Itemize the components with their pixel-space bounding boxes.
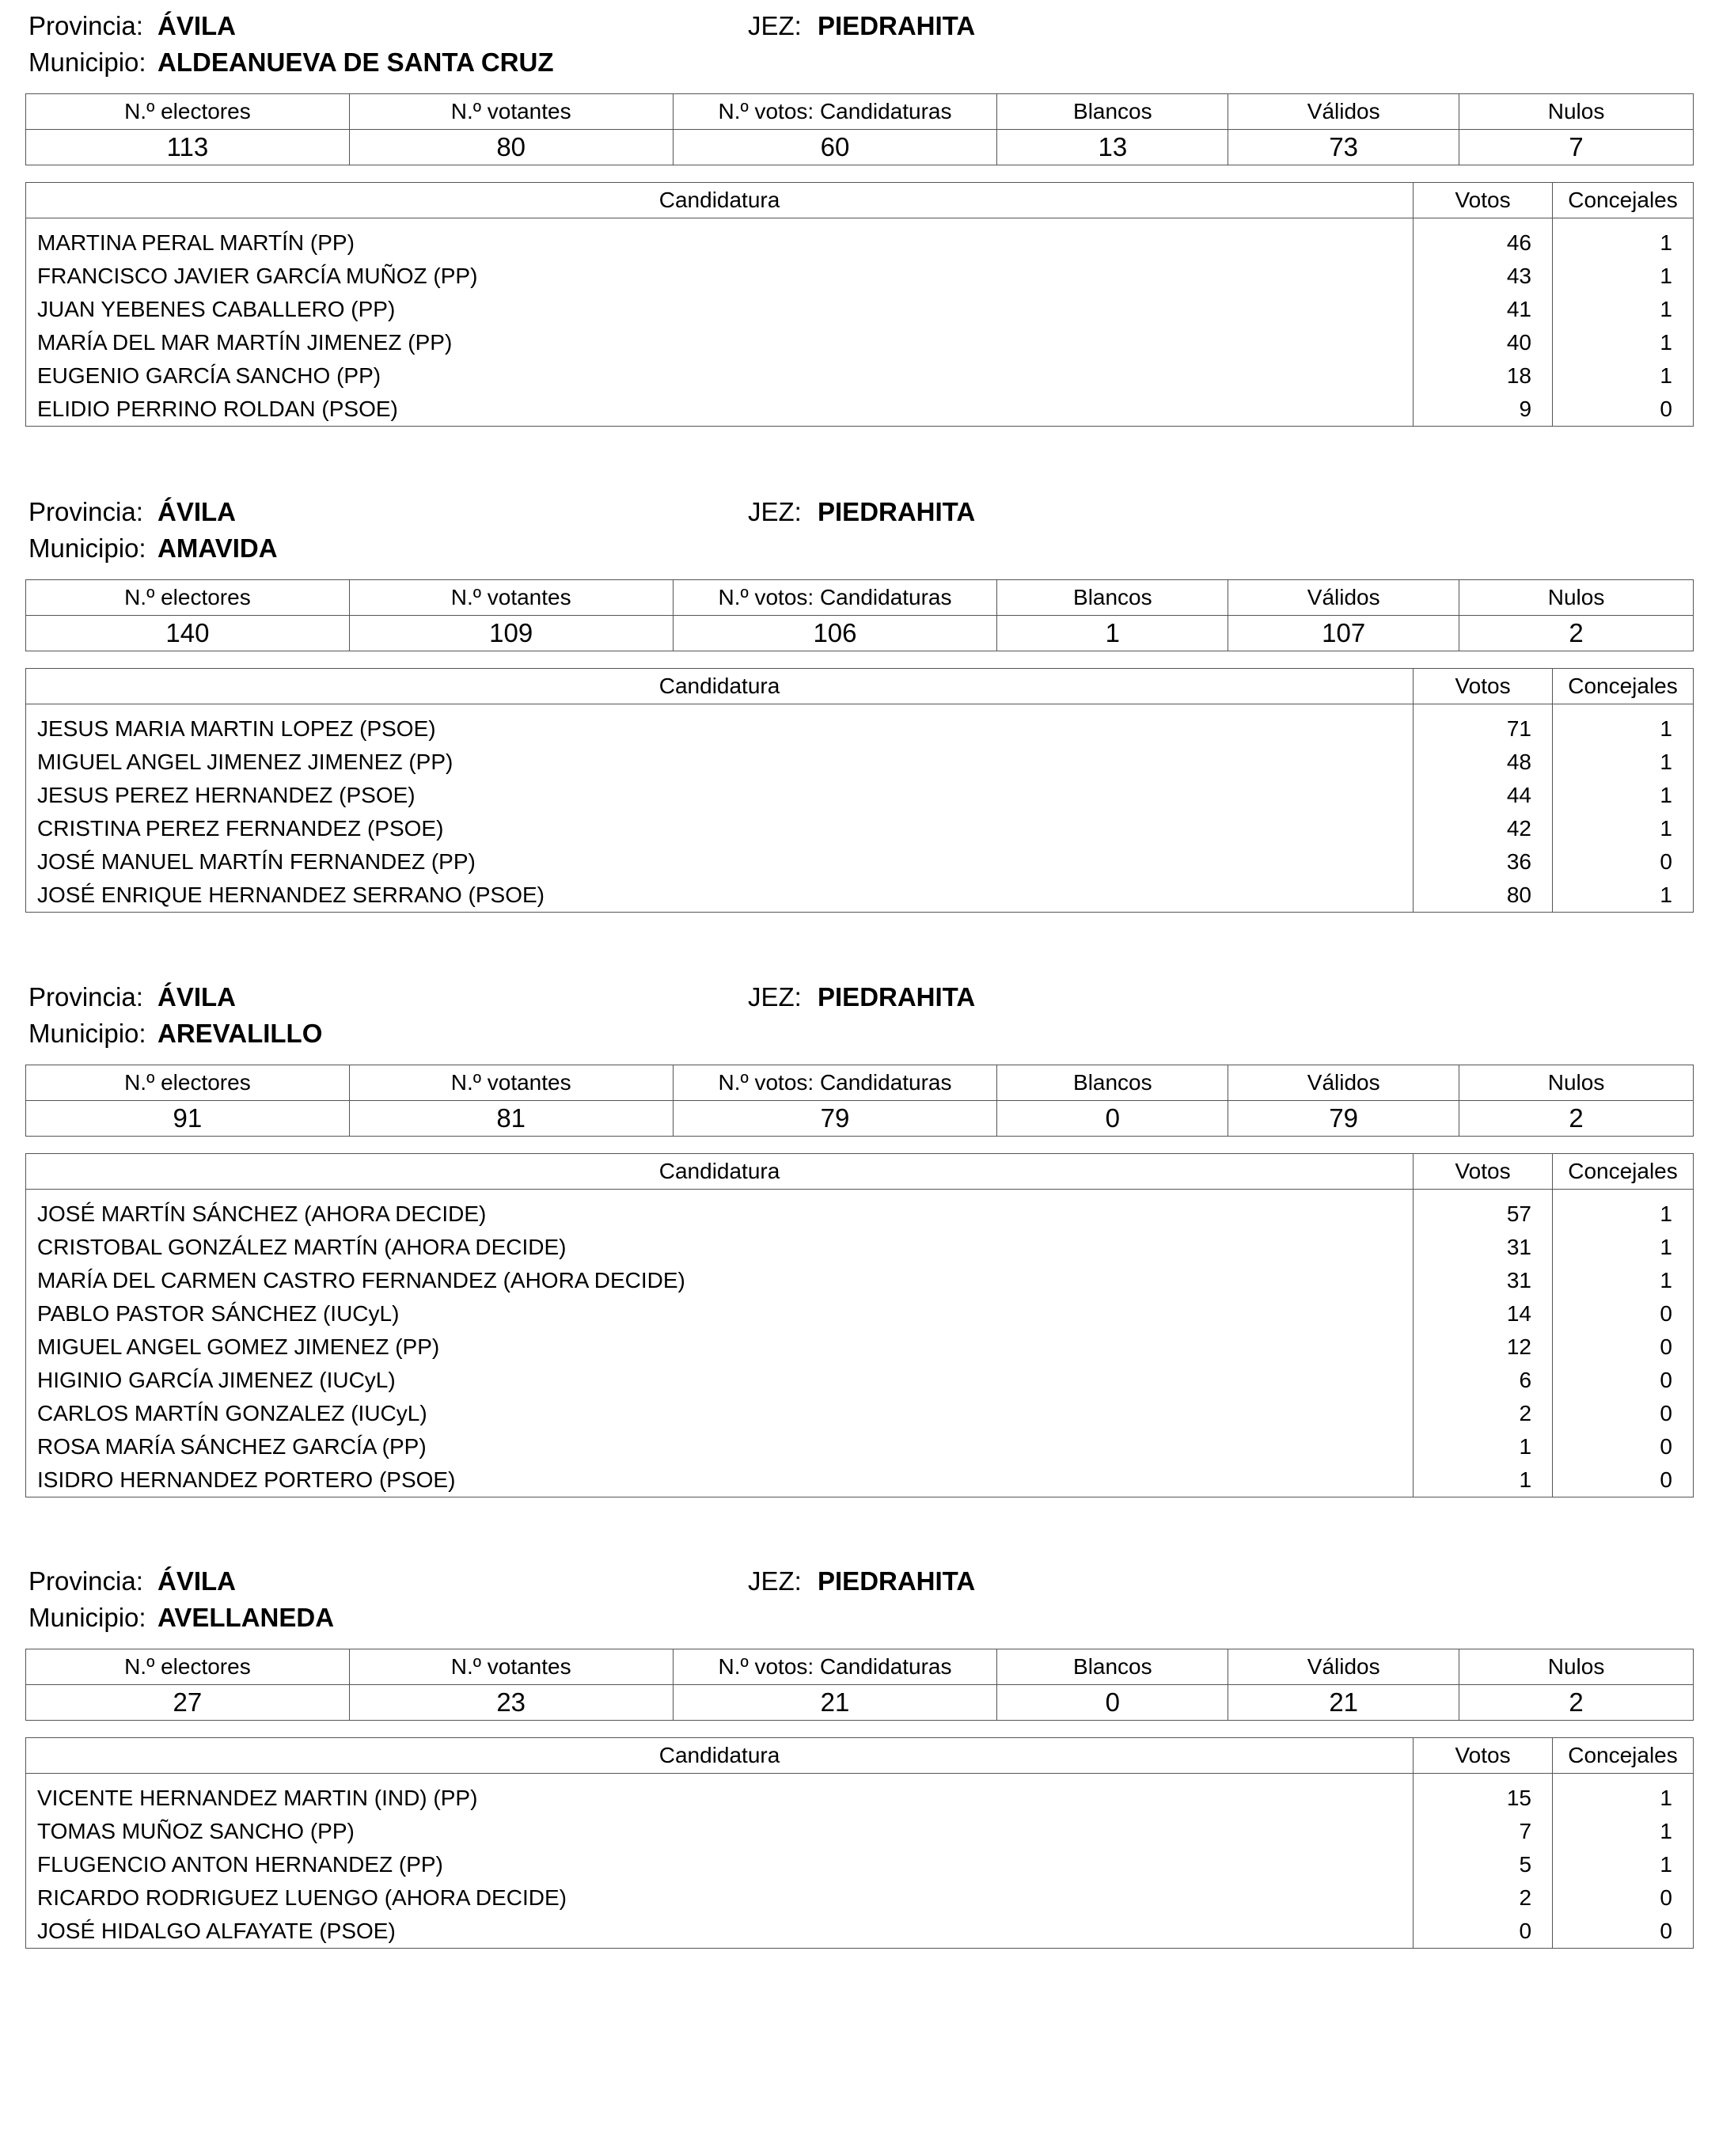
- stats-value-blancos: 1: [997, 616, 1228, 651]
- candidate-votos: 15: [1414, 1774, 1553, 1816]
- stats-value-votantes: 81: [349, 1101, 673, 1137]
- jez-value: PIEDRAHITA: [818, 1566, 976, 1596]
- stats-header-votantes: N.º votantes: [349, 94, 673, 130]
- candidates-table: [25, 1737, 1694, 1949]
- block-header: [25, 1566, 1694, 1639]
- stats-header-blancos: Blancos: [997, 1649, 1228, 1685]
- candidatura-header: Candidatura: [26, 669, 1414, 704]
- candidate-name: CRISTOBAL GONZÁLEZ MARTÍN (AHORA DECIDE): [26, 1231, 1414, 1264]
- stats-value-blancos: 13: [997, 130, 1228, 165]
- candidate-row: [26, 879, 1694, 913]
- candidate-votos: 31: [1414, 1231, 1553, 1264]
- candidate-name: JESUS MARIA MARTIN LOPEZ (PSOE): [26, 704, 1414, 746]
- candidate-name: CARLOS MARTÍN GONZALEZ (IUCyL): [26, 1397, 1414, 1430]
- candidate-name: FRANCISCO JAVIER GARCÍA MUÑOZ (PP): [26, 260, 1414, 293]
- candidate-name: JOSÉ MANUEL MARTÍN FERNANDEZ (PP): [26, 845, 1414, 879]
- candidate-concejales: 0: [1553, 1915, 1694, 1949]
- candidate-concejales: 0: [1553, 1364, 1694, 1397]
- candidate-row: [26, 845, 1694, 879]
- candidate-row: [26, 1848, 1694, 1881]
- candidate-concejales: 1: [1553, 779, 1694, 812]
- candidates-table: [25, 1153, 1694, 1497]
- block-header: [25, 982, 1694, 1055]
- stats-value-nulos: 2: [1459, 1685, 1694, 1721]
- candidate-row: [26, 1815, 1694, 1848]
- stats-values-row: [26, 616, 1694, 651]
- jez-label: JEZ:: [748, 11, 802, 40]
- votos-header: Votos: [1414, 1738, 1553, 1774]
- stats-value-electores: 27: [26, 1685, 350, 1721]
- block-header: [25, 497, 1694, 570]
- candidate-concejales: 0: [1553, 1430, 1694, 1463]
- candidate-concejales: 1: [1553, 1190, 1694, 1232]
- stats-header-votos_cand: N.º votos: Candidaturas: [673, 1065, 997, 1101]
- candidate-row: [26, 393, 1694, 427]
- provincia-value: ÁVILA: [157, 1566, 236, 1596]
- stats-header-votantes: N.º votantes: [349, 1065, 673, 1101]
- candidate-votos: 7: [1414, 1815, 1553, 1848]
- stats-value-votantes: 80: [349, 130, 673, 165]
- candidate-concejales: 1: [1553, 812, 1694, 845]
- candidate-votos: 40: [1414, 326, 1553, 359]
- stats-value-electores: 140: [26, 616, 350, 651]
- candidate-concejales: 1: [1553, 704, 1694, 746]
- stats-header-nulos: Nulos: [1459, 1649, 1694, 1685]
- stats-header-validos: Válidos: [1228, 1065, 1459, 1101]
- candidate-votos: 6: [1414, 1364, 1553, 1397]
- votos-header: Votos: [1414, 669, 1553, 704]
- municipio-value: AMAVIDA: [157, 533, 278, 563]
- candidate-row: [26, 326, 1694, 359]
- candidate-name: HIGINIO GARCÍA JIMENEZ (IUCyL): [26, 1364, 1414, 1397]
- municipio-label: Municipio:: [28, 533, 146, 563]
- candidate-row: [26, 1231, 1694, 1264]
- candidate-row: [26, 1330, 1694, 1364]
- stats-header-row: [26, 1065, 1694, 1101]
- stats-header-electores: N.º electores: [26, 1649, 350, 1685]
- candidate-votos: 36: [1414, 845, 1553, 879]
- provincia-label: Provincia:: [28, 497, 143, 526]
- candidate-name: ROSA MARÍA SÁNCHEZ GARCÍA (PP): [26, 1430, 1414, 1463]
- stats-table: [25, 93, 1694, 165]
- stats-header-blancos: Blancos: [997, 580, 1228, 616]
- candidate-votos: 71: [1414, 704, 1553, 746]
- candidate-row: [26, 359, 1694, 393]
- municipio-label: Municipio:: [28, 47, 146, 77]
- stats-header-votos_cand: N.º votos: Candidaturas: [673, 94, 997, 130]
- candidate-concejales: 1: [1553, 326, 1694, 359]
- stats-header-electores: N.º electores: [26, 580, 350, 616]
- candidate-votos: 57: [1414, 1190, 1553, 1232]
- stats-header-validos: Válidos: [1228, 580, 1459, 616]
- concejales-header: Concejales: [1553, 1154, 1694, 1190]
- candidate-votos: 41: [1414, 293, 1553, 326]
- candidate-row: [26, 1463, 1694, 1497]
- provincia-value: ÁVILA: [157, 982, 236, 1012]
- candidate-concejales: 1: [1553, 1815, 1694, 1848]
- candidates-table: [25, 182, 1694, 427]
- stats-value-votos_cand: 106: [673, 616, 997, 651]
- candidates-header-row: [26, 1154, 1694, 1190]
- stats-table: [25, 579, 1694, 651]
- jez-label: JEZ:: [748, 497, 802, 526]
- candidate-votos: 44: [1414, 779, 1553, 812]
- candidate-name: TOMAS MUÑOZ SANCHO (PP): [26, 1815, 1414, 1848]
- candidate-name: MARTINA PERAL MARTÍN (PP): [26, 218, 1414, 260]
- candidate-concejales: 0: [1553, 845, 1694, 879]
- candidate-row: [26, 812, 1694, 845]
- stats-table: [25, 1065, 1694, 1137]
- candidate-name: VICENTE HERNANDEZ MARTIN (IND) (PP): [26, 1774, 1414, 1816]
- municipio-value: AREVALILLO: [157, 1019, 323, 1048]
- provincia-label: Provincia:: [28, 11, 143, 40]
- stats-value-electores: 91: [26, 1101, 350, 1137]
- candidate-concejales: 0: [1553, 1330, 1694, 1364]
- stats-value-validos: 107: [1228, 616, 1459, 651]
- jez-value: PIEDRAHITA: [818, 11, 976, 40]
- candidate-votos: 2: [1414, 1397, 1553, 1430]
- candidate-votos: 42: [1414, 812, 1553, 845]
- candidatura-header: Candidatura: [26, 1738, 1414, 1774]
- stats-table: [25, 1649, 1694, 1721]
- stats-value-votantes: 23: [349, 1685, 673, 1721]
- stats-value-blancos: 0: [997, 1101, 1228, 1137]
- stats-value-votos_cand: 21: [673, 1685, 997, 1721]
- candidate-votos: 80: [1414, 879, 1553, 913]
- candidate-row: [26, 1297, 1694, 1330]
- candidate-row: [26, 218, 1694, 260]
- stats-value-nulos: 2: [1459, 616, 1694, 651]
- candidate-votos: 14: [1414, 1297, 1553, 1330]
- candidate-votos: 46: [1414, 218, 1553, 260]
- stats-header-electores: N.º electores: [26, 1065, 350, 1101]
- candidate-concejales: 0: [1553, 1463, 1694, 1497]
- stats-header-votos_cand: N.º votos: Candidaturas: [673, 580, 997, 616]
- candidate-votos: 2: [1414, 1881, 1553, 1915]
- stats-value-nulos: 7: [1459, 130, 1694, 165]
- candidate-name: JOSÉ MARTÍN SÁNCHEZ (AHORA DECIDE): [26, 1190, 1414, 1232]
- candidate-row: [26, 1774, 1694, 1816]
- votos-header: Votos: [1414, 183, 1553, 218]
- candidate-concejales: 1: [1553, 1264, 1694, 1297]
- concejales-header: Concejales: [1553, 669, 1694, 704]
- jez-value: PIEDRAHITA: [818, 982, 976, 1012]
- stats-header-electores: N.º electores: [26, 94, 350, 130]
- candidate-votos: 18: [1414, 359, 1553, 393]
- provincia-label: Provincia:: [28, 1566, 143, 1596]
- candidate-concejales: 0: [1553, 1297, 1694, 1330]
- candidate-concejales: 1: [1553, 1848, 1694, 1881]
- candidate-votos: 0: [1414, 1915, 1553, 1949]
- candidate-row: [26, 704, 1694, 746]
- stats-value-votantes: 109: [349, 616, 673, 651]
- candidate-votos: 1: [1414, 1463, 1553, 1497]
- candidate-concejales: 1: [1553, 1774, 1694, 1816]
- candidate-row: [26, 1190, 1694, 1232]
- municipality-block: [25, 982, 1694, 1492]
- candidate-name: EUGENIO GARCÍA SANCHO (PP): [26, 359, 1414, 393]
- stats-header-blancos: Blancos: [997, 94, 1228, 130]
- candidate-name: FLUGENCIO ANTON HERNANDEZ (PP): [26, 1848, 1414, 1881]
- candidates-header-row: [26, 1738, 1694, 1774]
- candidate-concejales: 1: [1553, 1231, 1694, 1264]
- candidate-concejales: 0: [1553, 393, 1694, 427]
- stats-header-row: [26, 580, 1694, 616]
- stats-value-validos: 21: [1228, 1685, 1459, 1721]
- candidate-concejales: 1: [1553, 260, 1694, 293]
- candidatura-header: Candidatura: [26, 183, 1414, 218]
- candidate-row: [26, 746, 1694, 779]
- provincia-value: ÁVILA: [157, 497, 236, 526]
- municipio-value: AVELLANEDA: [157, 1603, 335, 1632]
- stats-header-votantes: N.º votantes: [349, 1649, 673, 1685]
- candidate-name: ISIDRO HERNANDEZ PORTERO (PSOE): [26, 1463, 1414, 1497]
- candidatura-header: Candidatura: [26, 1154, 1414, 1190]
- municipio-label: Municipio:: [28, 1603, 146, 1632]
- stats-value-validos: 79: [1228, 1101, 1459, 1137]
- candidate-row: [26, 1397, 1694, 1430]
- candidate-row: [26, 260, 1694, 293]
- stats-values-row: [26, 1101, 1694, 1137]
- stats-value-electores: 113: [26, 130, 350, 165]
- candidate-name: MIGUEL ANGEL GOMEZ JIMENEZ (PP): [26, 1330, 1414, 1364]
- stats-header-nulos: Nulos: [1459, 580, 1694, 616]
- stats-value-validos: 73: [1228, 130, 1459, 165]
- municipality-block: [25, 497, 1694, 907]
- concejales-header: Concejales: [1553, 1738, 1694, 1774]
- candidate-name: JUAN YEBENES CABALLERO (PP): [26, 293, 1414, 326]
- stats-value-nulos: 2: [1459, 1101, 1694, 1137]
- candidate-name: CRISTINA PEREZ FERNANDEZ (PSOE): [26, 812, 1414, 845]
- stats-values-row: [26, 130, 1694, 165]
- candidates-table: [25, 668, 1694, 913]
- stats-value-blancos: 0: [997, 1685, 1228, 1721]
- jez-value: PIEDRAHITA: [818, 497, 976, 526]
- stats-header-votos_cand: N.º votos: Candidaturas: [673, 1649, 997, 1685]
- municipio-value: ALDEANUEVA DE SANTA CRUZ: [157, 47, 554, 77]
- candidate-votos: 1: [1414, 1430, 1553, 1463]
- candidate-concejales: 1: [1553, 879, 1694, 913]
- stats-header-blancos: Blancos: [997, 1065, 1228, 1101]
- candidate-concejales: 1: [1553, 218, 1694, 260]
- candidate-row: [26, 293, 1694, 326]
- block-header: [25, 11, 1694, 84]
- stats-value-votos_cand: 60: [673, 130, 997, 165]
- candidate-name: PABLO PASTOR SÁNCHEZ (IUCyL): [26, 1297, 1414, 1330]
- candidates-header-row: [26, 669, 1694, 704]
- candidate-votos: 48: [1414, 746, 1553, 779]
- stats-header-row: [26, 1649, 1694, 1685]
- candidate-votos: 12: [1414, 1330, 1553, 1364]
- candidate-concejales: 0: [1553, 1397, 1694, 1430]
- municipality-block: [25, 1566, 1694, 1943]
- candidate-votos: 31: [1414, 1264, 1553, 1297]
- candidate-votos: 9: [1414, 393, 1553, 427]
- candidate-row: [26, 1264, 1694, 1297]
- candidate-votos: 5: [1414, 1848, 1553, 1881]
- jez-label: JEZ:: [748, 982, 802, 1012]
- municipio-label: Municipio:: [28, 1019, 146, 1048]
- candidate-row: [26, 779, 1694, 812]
- candidate-concejales: 0: [1553, 1881, 1694, 1915]
- candidates-header-row: [26, 183, 1694, 218]
- candidate-name: JESUS PEREZ HERNANDEZ (PSOE): [26, 779, 1414, 812]
- candidate-name: ELIDIO PERRINO ROLDAN (PSOE): [26, 393, 1414, 427]
- stats-header-votantes: N.º votantes: [349, 580, 673, 616]
- jez-label: JEZ:: [748, 1566, 802, 1596]
- candidate-name: MARÍA DEL CARMEN CASTRO FERNANDEZ (AHORA DECIDE): [26, 1264, 1414, 1297]
- candidate-votos: 43: [1414, 260, 1553, 293]
- candidate-name: MARÍA DEL MAR MARTÍN JIMENEZ (PP): [26, 326, 1414, 359]
- provincia-label: Provincia:: [28, 982, 143, 1012]
- candidate-name: JOSÉ ENRIQUE HERNANDEZ SERRANO (PSOE): [26, 879, 1414, 913]
- stats-header-nulos: Nulos: [1459, 94, 1694, 130]
- concejales-header: Concejales: [1553, 183, 1694, 218]
- candidate-name: JOSÉ HIDALGO ALFAYATE (PSOE): [26, 1915, 1414, 1949]
- municipality-block: [25, 11, 1694, 421]
- candidate-row: [26, 1881, 1694, 1915]
- votos-header: Votos: [1414, 1154, 1553, 1190]
- stats-values-row: [26, 1685, 1694, 1721]
- candidate-concejales: 1: [1553, 293, 1694, 326]
- stats-header-nulos: Nulos: [1459, 1065, 1694, 1101]
- candidate-name: MIGUEL ANGEL JIMENEZ JIMENEZ (PP): [26, 746, 1414, 779]
- provincia-value: ÁVILA: [157, 11, 236, 40]
- stats-header-validos: Válidos: [1228, 1649, 1459, 1685]
- candidate-row: [26, 1915, 1694, 1949]
- candidate-name: RICARDO RODRIGUEZ LUENGO (AHORA DECIDE): [26, 1881, 1414, 1915]
- stats-header-validos: Válidos: [1228, 94, 1459, 130]
- stats-value-votos_cand: 79: [673, 1101, 997, 1137]
- candidate-row: [26, 1430, 1694, 1463]
- candidate-concejales: 1: [1553, 746, 1694, 779]
- candidate-row: [26, 1364, 1694, 1397]
- candidate-concejales: 1: [1553, 359, 1694, 393]
- stats-header-row: [26, 94, 1694, 130]
